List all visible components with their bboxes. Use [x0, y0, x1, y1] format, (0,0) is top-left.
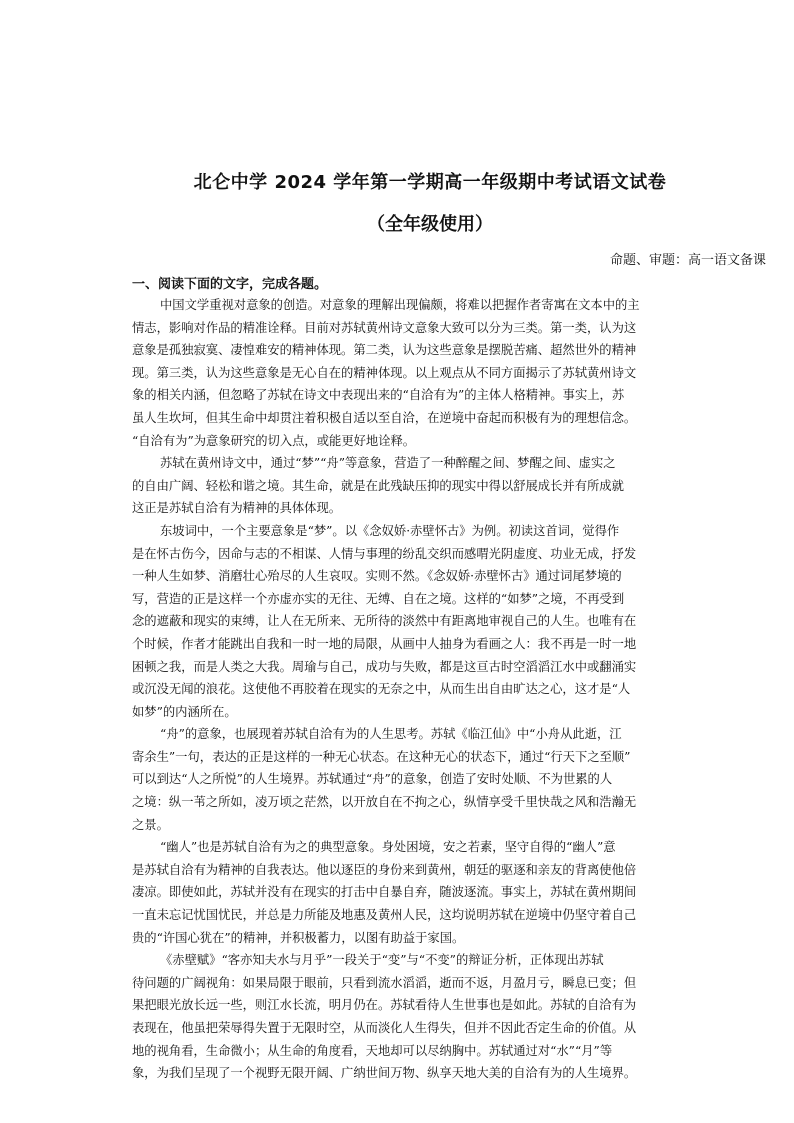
passage-line: 如梦”的内涵所在。	[132, 704, 237, 719]
passage-line: 个时候，作者才能跳出自我和一时一地的局限，从画中人抽身为看画之人：我不再是一时一地	[132, 636, 637, 651]
passage-line: 中国文学重视对意象的创造。对意象的理解出现偏颇，将难以把握作者寄寓在文本中的主	[160, 298, 640, 312]
passage-line: “幽人”也是苏轼自洽有为之的典型意象。身处困境，安之若素，坚守自得的“幽人”意	[160, 840, 616, 855]
passage-line: “舟”的意象，也展现着苏轼自洽有为的人生思考。苏轼《临江仙》中“小舟从此逝，江	[160, 727, 622, 742]
passage-line: 困顿之我，而是人类之大我。周瑜与自己，成功与失败，都是这亘古时空滔滔江水中或翻涌实	[132, 659, 637, 674]
passage-line: 的自由广阔、轻松和谐之境。其生命，就是在此残缺压抑的现实中得以舒展成长并有所成就	[132, 478, 624, 493]
passage-line: 一直未忘记忧国忧民，并总是力所能及地惠及黄州人民，这均说明苏轼在逆境中仍坚守着自己	[132, 908, 637, 923]
passage-line: 或沉没无闻的浪花。这使他不再胶着在现实的无奈之中，从而生出自由旷达之心，这才是“人	[132, 682, 631, 697]
passage-line: 意象是孤独寂寞、凄惶难安的精神体现。第二类，认为这些意象是摆脱苦痛、超然世外的精神	[132, 343, 637, 358]
page-title: 北仑中学 2024 学年第一学期高一年级期中考试语文试卷	[193, 172, 667, 193]
passage-line: 象，为我们呈现了一个视野无限开阔、广纳世间万物、纵享天地大美的自洽有为的人生境界。	[132, 1066, 637, 1081]
passage-line: 待问题的广阔视角：如果局限于眼前，只看到流水滔滔，逝而不返，月盈月亏，瞬息已变；但	[132, 975, 637, 990]
passage-line: 表现在，他虽把荣辱得失置于无限时空，从而淡化人生得失，但并不因此否定生命的价值。从	[132, 1021, 637, 1035]
passage-line: 可以到达“人之所悦”的人生境界。苏轼通过“舟”的意象，创造了安时处顺、不为世累的人	[132, 772, 613, 787]
passage-line: 现。第三类，认为这些意象是无心自在的精神体现。以上观点从不同方面揭示了苏轼黄州诗文	[132, 365, 637, 380]
passage-line: 苏轼在黄州诗文中，通过“梦”“舟”等意象，营造了一种醉醒之间、梦醒之间、虚实之	[160, 456, 616, 471]
passage-line: 寄余生”一句，表达的正是这样的一种无心状态。在这种无心的状态下，通过“行天下之至顺”	[132, 749, 631, 764]
passage-line: 地的视角看，生命微小；从生命的角度看，天地却可以尽纳胸中。苏轼通过对“水”“月”等	[132, 1043, 613, 1058]
passage-line: 象的相关内涵，但忽略了苏轼在诗文中表现出来的“自洽有为”的主体人格精神。事实上，苏	[132, 388, 625, 403]
passage-line: 凄凉。即使如此，苏轼并没有在现实的打击中自暴自弃，随波逐流。事实上，苏轼在黄州期间	[132, 885, 637, 900]
passage-line: 一种人生如梦、消磨壮心殆尽的人生哀叹。实则不然。《念奴娇·赤壁怀古》通过词尾梦境的	[132, 569, 622, 584]
passage-line: 是苏轼自洽有为精神的自我表达。他以逐臣的身份来到黄州，朝廷的驱逐和亲友的背离使他倍	[132, 862, 637, 877]
passage-line: 写，营造的正是这样一个亦虚亦实的无往、无缚、自在之境。这样的“如梦”之境，不再受到	[132, 591, 625, 606]
page-subtitle: （全年级使用）	[367, 214, 493, 235]
passage-line: “自洽有为”为意象研究的切入点，或能更好地诠释。	[132, 433, 416, 448]
passage-line: 情志，影响对作品的精准诠释。目前对苏轼黄州诗文意象大致可以分为三类。第一类，认为这	[132, 320, 637, 335]
passage-line: 是在怀古伤今，因命与志的不相谋、人情与事理的纷乱交织而感喟光阴虚度、功业无成，抒发	[132, 546, 637, 561]
author-credits: 命题、审题：高一语文备课	[609, 253, 766, 268]
passage-line: 东坡词中，一个主要意象是“梦”。以《念奴娇·赤壁怀古》为例。初读这首词，觉得作	[160, 523, 620, 538]
passage-line: 念的遮蔽和现实的束缚，让人在无所来、无所待的淡然中有距离地审视自己的人生。也唯有在	[132, 614, 637, 629]
passage-line: 《赤壁赋》“客亦知夫水与月乎”一段关于“变”与“不变”的辩证分析，正体现出苏轼	[160, 953, 604, 968]
passage-line: 之境：纵一苇之所如，凌万顷之茫然，以开放自在不拘之心，纵情享受千里快哉之风和浩瀚无	[132, 795, 637, 810]
passage-line: 之景。	[132, 817, 169, 832]
passage-line: 贵的“许国心犹在”的精神，并积极蓄力，以图有助益于家国。	[132, 930, 465, 945]
passage-line: 果把眼光放长远一些，则江水长流，明月仍在。苏轼看待人生世事也是如此。苏轼的自洽有为	[132, 998, 637, 1013]
passage-line: 虽人生坎坷，但其生命中却贯注着积极自适以至自洽，在逆境中奋起而积极有为的理想信念。	[132, 410, 637, 425]
passage-line: 这正是苏轼自洽有为精神的具体体现。	[132, 501, 342, 516]
reading-passage	[132, 294, 772, 1085]
section-heading: 一、阅读下面的文字，完成各题。	[132, 277, 328, 292]
